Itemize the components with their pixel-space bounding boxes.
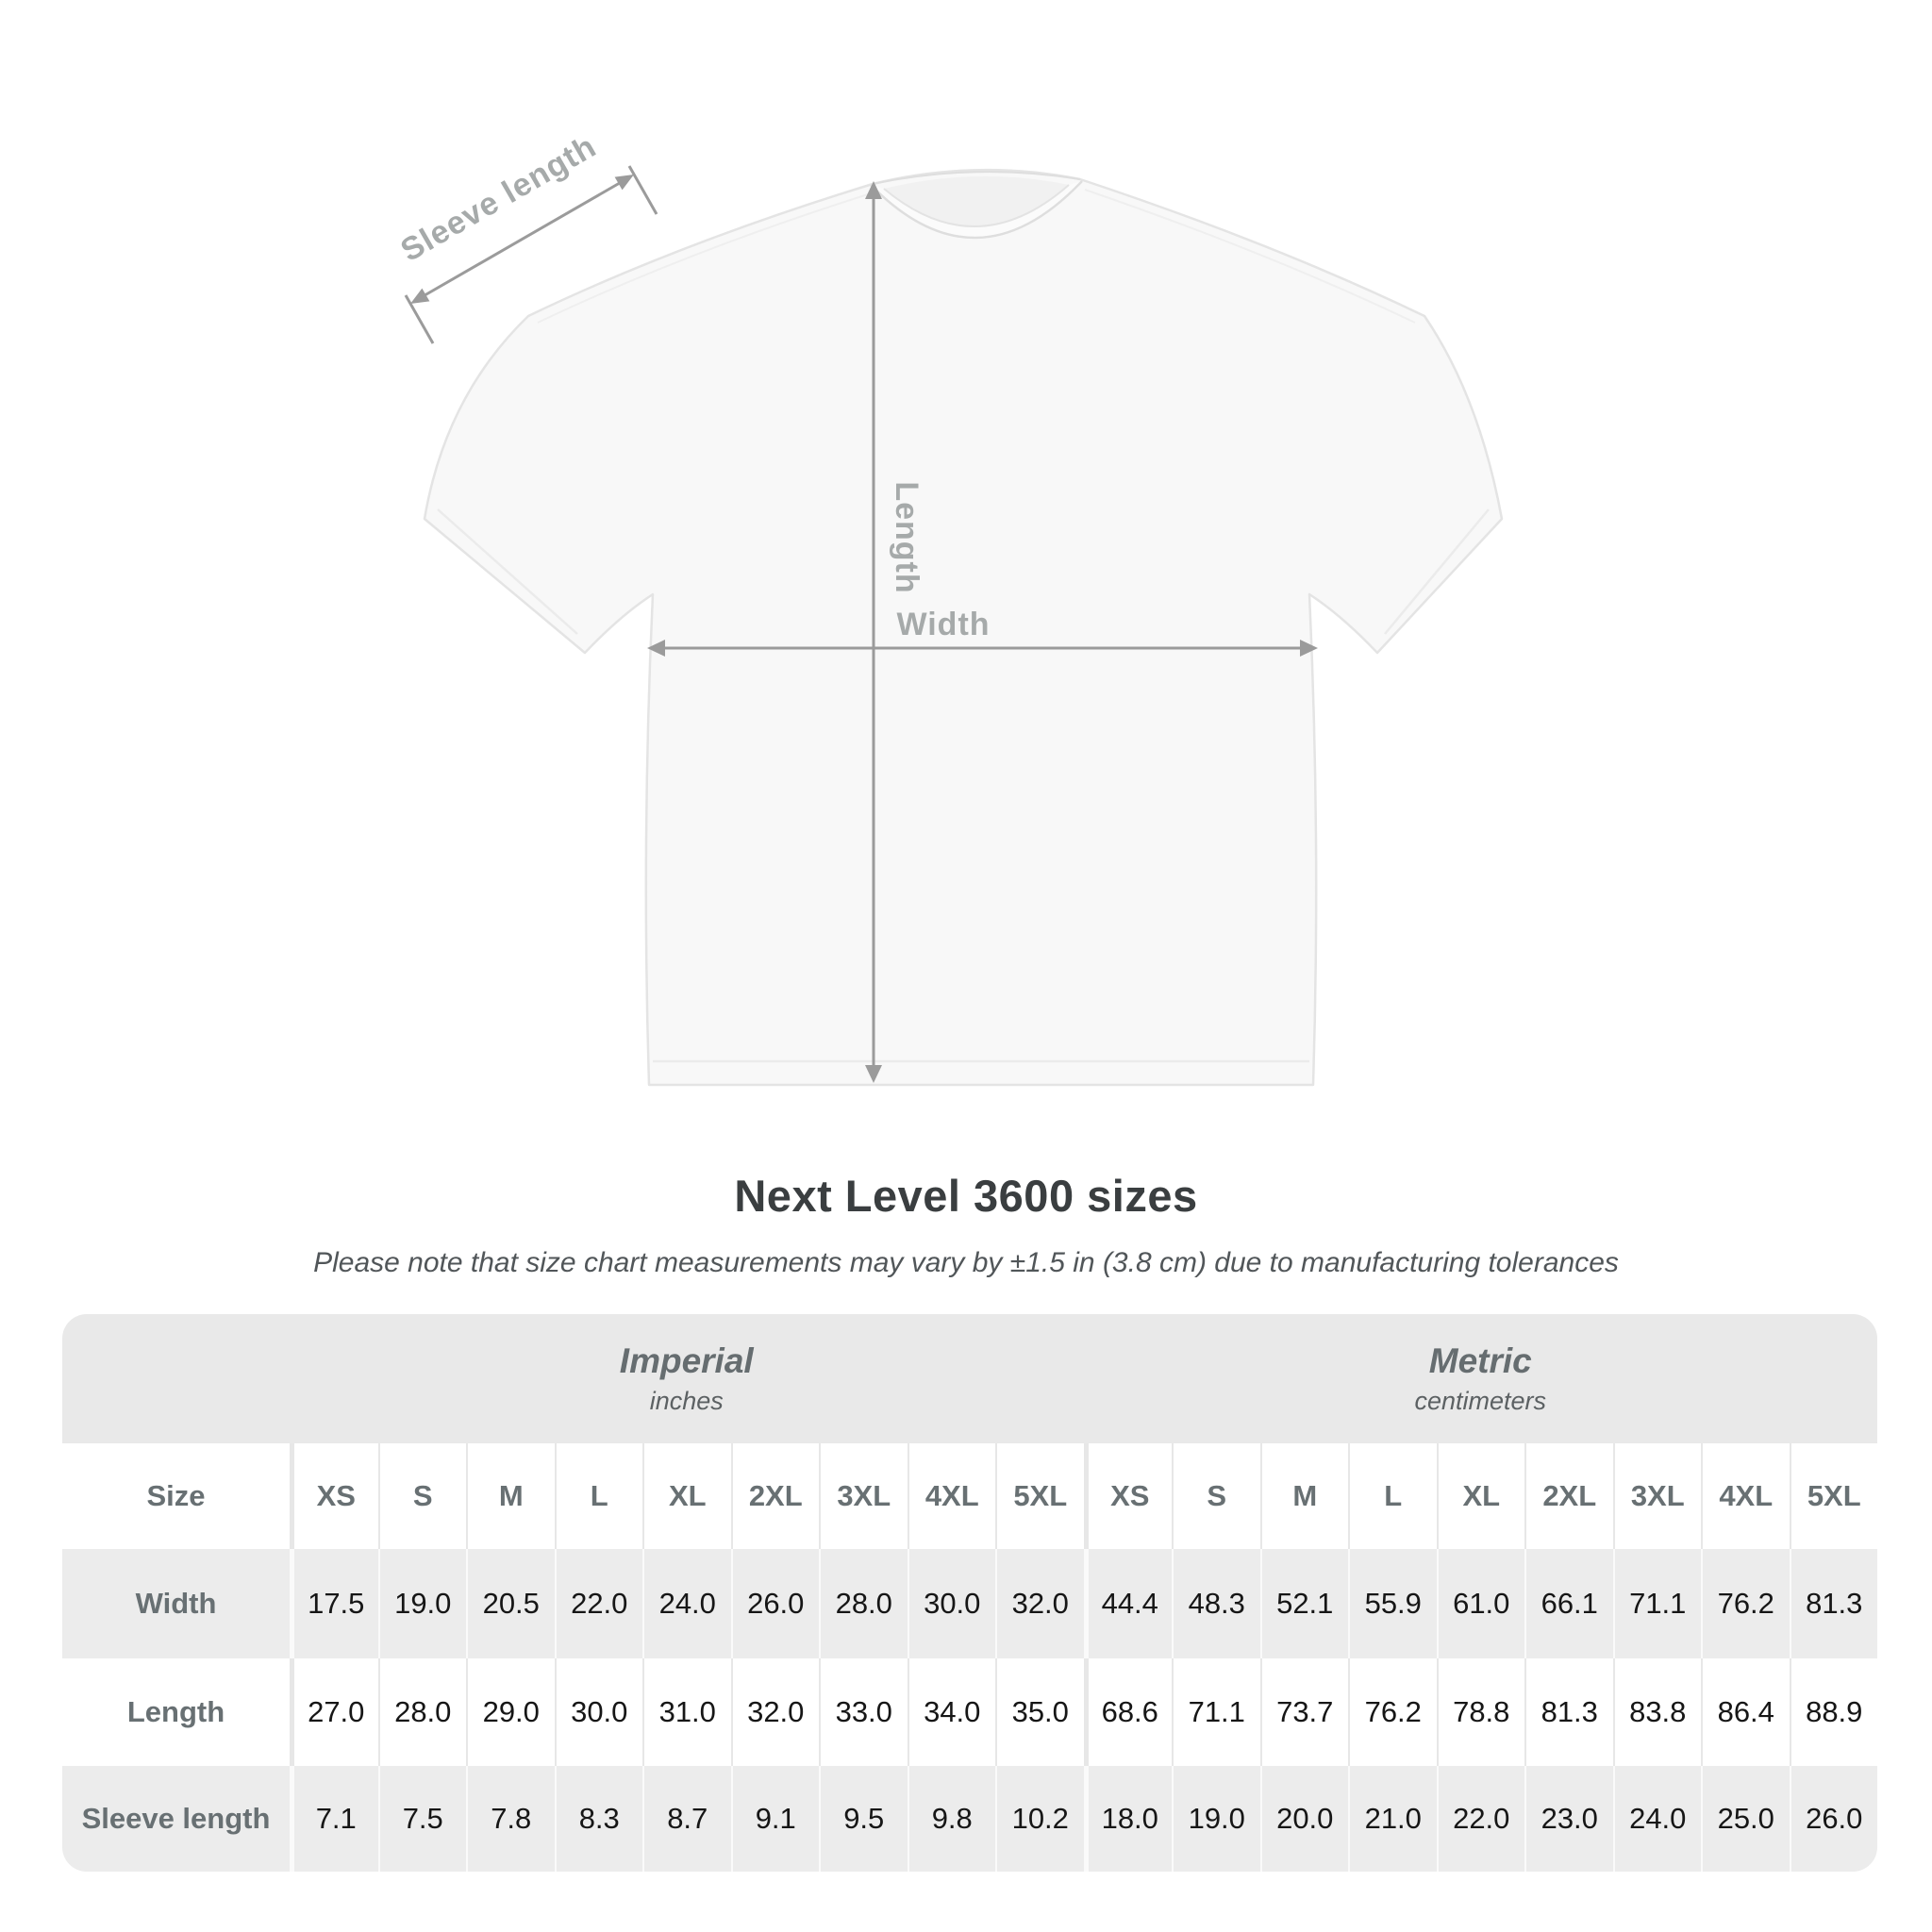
metric-group-name: Metric [1428,1341,1532,1380]
table-cell: 24.0 [1613,1766,1702,1872]
row-label: Length [126,1695,225,1728]
table-cell: 76.2 [1348,1658,1437,1766]
size-column-header: 4XL [908,1443,996,1549]
size-column-header: 4XL [1701,1443,1790,1549]
size-column-header: M [1260,1443,1349,1549]
table-cell: 25.0 [1701,1766,1790,1872]
tshirt-illustration [396,123,1528,1123]
table-cell: 19.0 [1172,1766,1260,1872]
table-cell: 44.4 [1084,1549,1173,1658]
table-cell: 26.0 [731,1549,820,1658]
table-cell: 22.0 [555,1549,643,1658]
table-cell: 20.5 [466,1549,555,1658]
table-cell: 83.8 [1613,1658,1702,1766]
table-cell: 68.6 [1084,1658,1173,1766]
table-cell: 7.5 [378,1766,467,1872]
size-column-header: L [1348,1443,1437,1549]
table-cell: 81.3 [1790,1549,1878,1658]
row-label: Sleeve length [81,1802,271,1835]
size-column-header: 5XL [995,1443,1084,1549]
size-column-header: 3XL [1613,1443,1702,1549]
unit-group-band [62,1314,1877,1443]
imperial-group-name: Imperial [619,1341,754,1380]
metric-group-unit: centimeters [1414,1387,1547,1415]
table-cell: 9.8 [908,1766,996,1872]
page-title: Next Level 3600 sizes [734,1171,1198,1221]
table-cell: 55.9 [1348,1549,1437,1658]
table-cell: 7.1 [290,1766,378,1872]
table-cell: 8.3 [555,1766,643,1872]
table-cell: 23.0 [1524,1766,1613,1872]
row-label: Width [135,1587,217,1620]
table-cell: 88.9 [1790,1658,1878,1766]
tshirt-diagram [396,123,1528,1123]
table-cell: 71.1 [1613,1549,1702,1658]
table-cell: 35.0 [995,1658,1084,1766]
table-cell: 20.0 [1260,1766,1349,1872]
size-column-header: 5XL [1790,1443,1878,1549]
size-column-header: XS [290,1443,378,1549]
sleeve-length-row [62,1766,1877,1872]
table-cell: 7.8 [466,1766,555,1872]
length-row [62,1658,1877,1766]
table-cell: 17.5 [290,1549,378,1658]
table-cell: 33.0 [819,1658,908,1766]
size-column-header: S [1172,1443,1260,1549]
imperial-group-header [290,1314,1084,1443]
table-cell: 9.5 [819,1766,908,1872]
table-cell: 86.4 [1701,1658,1790,1766]
table-cell: 28.0 [819,1549,908,1658]
table-cell: 19.0 [378,1549,467,1658]
imperial-group-unit: inches [649,1387,724,1415]
width-row [62,1549,1877,1658]
size-column-header: M [466,1443,555,1549]
tolerance-note: Please note that size chart measurements may vary by ±1.5 in (3.8 cm) due to manufacturing tolerances [313,1247,1619,1278]
table-cell: 18.0 [1084,1766,1173,1872]
table-cell: 32.0 [731,1658,820,1766]
size-column-header: 2XL [1524,1443,1613,1549]
metric-group-header [1084,1314,1878,1443]
size-header-row [62,1443,1877,1549]
table-cell: 31.0 [642,1658,731,1766]
table-cell: 32.0 [995,1549,1084,1658]
table-cell: 29.0 [466,1658,555,1766]
size-column-header: XS [1084,1443,1173,1549]
table-cell: 21.0 [1348,1766,1437,1872]
table-cell: 81.3 [1524,1658,1613,1766]
size-column-header: 3XL [819,1443,908,1549]
table-cell: 61.0 [1437,1549,1525,1658]
table-cell: 9.1 [731,1766,820,1872]
table-cell: 52.1 [1260,1549,1349,1658]
size-table [62,1314,1877,1872]
table-cell: 66.1 [1524,1549,1613,1658]
table-cell: 24.0 [642,1549,731,1658]
table-cell: 34.0 [908,1658,996,1766]
table-cell: 30.0 [908,1549,996,1658]
table-cell: 76.2 [1701,1549,1790,1658]
size-column-header: S [378,1443,467,1549]
table-cell: 10.2 [995,1766,1084,1872]
size-column-header: 2XL [731,1443,820,1549]
table-cell: 73.7 [1260,1658,1349,1766]
table-cell: 8.7 [642,1766,731,1872]
table-cell: 28.0 [378,1658,467,1766]
table-cell: 71.1 [1172,1658,1260,1766]
table-cell: 26.0 [1790,1766,1878,1872]
size-column-header: XL [1437,1443,1525,1549]
table-cell: 30.0 [555,1658,643,1766]
table-cell: 22.0 [1437,1766,1525,1872]
width-label: Width [896,607,991,642]
corner-header: Size [146,1479,206,1512]
size-column-header: XL [642,1443,731,1549]
length-label: Length [889,481,924,594]
table-cell: 48.3 [1172,1549,1260,1658]
table-cell: 27.0 [290,1658,378,1766]
sleeve-length-label: Sleeve length [396,127,603,269]
table-cell: 78.8 [1437,1658,1525,1766]
size-column-header: L [555,1443,643,1549]
